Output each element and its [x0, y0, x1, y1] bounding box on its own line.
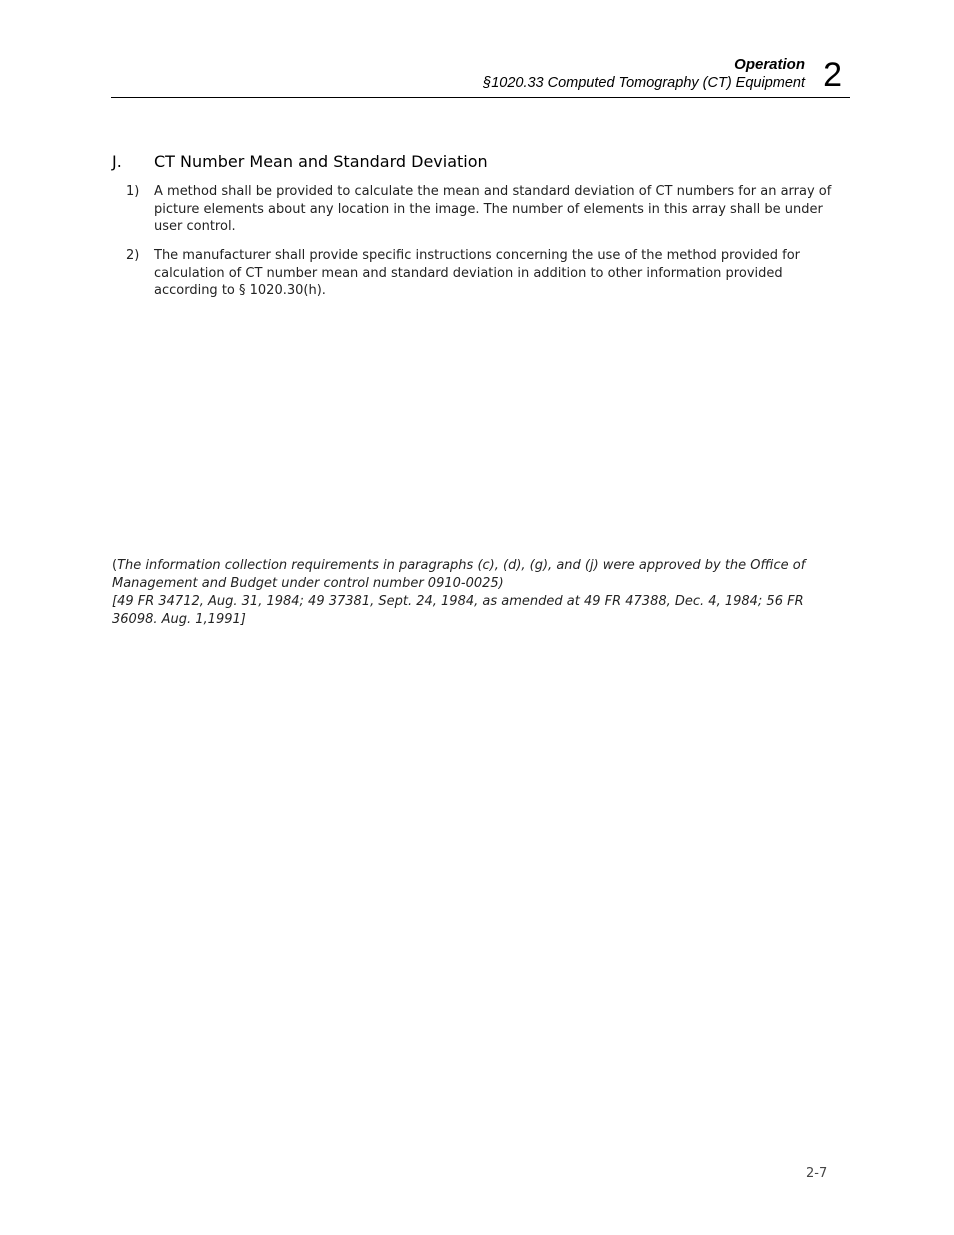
list-item	[126, 247, 846, 301]
list-item-number: 1)	[126, 184, 140, 199]
approval-text: The information collection requirements in paragraphs (c), (d), (g), and (j) were approved by the Office of Management and Budget under control number 0910-0025)	[112, 558, 806, 591]
approval-paragraph	[112, 557, 832, 593]
chapter-title: Operation	[734, 56, 805, 73]
list-item-text: The manufacturer shall provide specific instructions concerning the use of the method provided for calculation of CT number mean and standard deviation in addition to other information provided according to § 1020.30(h).	[154, 248, 801, 298]
section-heading	[112, 151, 852, 173]
open-paren: (	[112, 558, 118, 573]
header-titles	[483, 56, 805, 92]
citation-text: [49 FR 34712, Aug. 31, 1984; 49 37381, Sept. 24, 1984, as amended at 49 FR 47388, Dec. 4, 1984; 56 FR 36098. Aug. 1,1991]	[112, 594, 804, 627]
chapter-number: 2	[823, 56, 842, 94]
list-item-number: 2)	[126, 248, 140, 263]
list-item	[126, 183, 846, 237]
section-title-text: CT Number Mean and Standard Deviation	[154, 152, 488, 171]
section-letter: J.	[112, 152, 122, 171]
list-item-text: A method shall be provided to calculate the mean and standard deviation of CT numbers for an array of picture elements about any location in the image. The number of elements in this array shall be under user control.	[154, 184, 832, 234]
approval-note	[112, 557, 832, 629]
page-header	[111, 56, 850, 98]
section-title: §1020.33 Computed Tomography (CT) Equipment	[483, 75, 805, 91]
page-number: 2-7	[806, 1166, 828, 1181]
